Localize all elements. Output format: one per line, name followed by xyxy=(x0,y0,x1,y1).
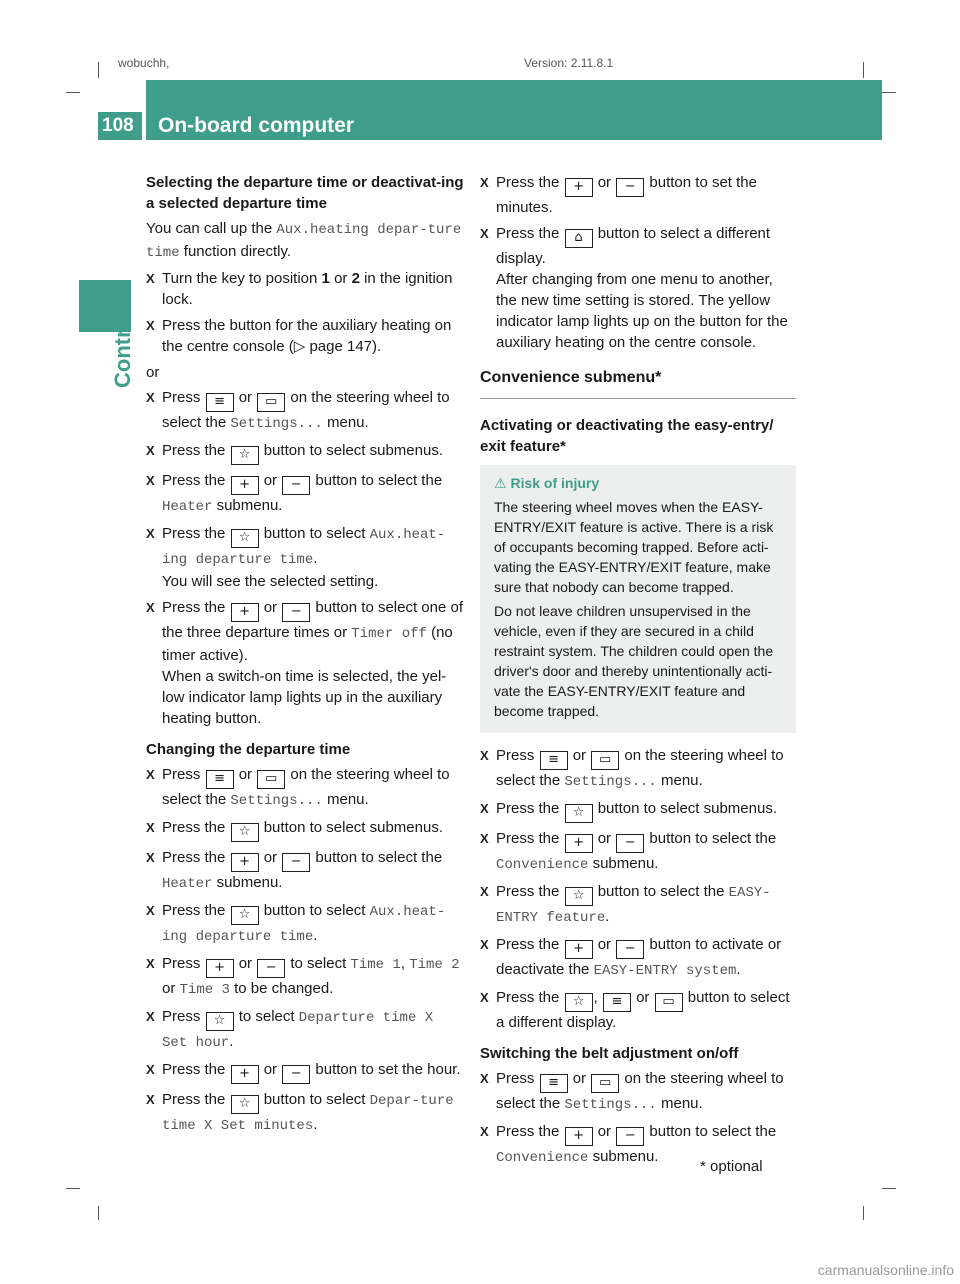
instruction-step: X Press ≡ or ▭ on the steering wheel to select the Settings... menu. xyxy=(480,1068,796,1116)
section-title: On-board computer xyxy=(158,114,355,137)
warning-triangle-icon: ⚠ xyxy=(494,475,507,491)
left-column xyxy=(146,172,464,1142)
crop-mark xyxy=(863,62,864,78)
side-tab-label: Controls xyxy=(110,297,135,388)
plus-key-icon: + xyxy=(565,834,593,853)
instruction-step: X Press the ☆ button to select submenus. xyxy=(480,798,796,823)
instruction-step: X Press the + or − button to select the Convenience submenu. xyxy=(480,828,796,876)
or-separator: or xyxy=(146,364,160,381)
back-key-icon: ☆ xyxy=(231,823,259,842)
plus-key-icon: + xyxy=(231,1065,259,1084)
heading-easy-entry: Activating or deactivating the easy-entry/ exit feature* xyxy=(480,417,774,455)
instruction-step: X Press the ☆ button to select the EASY-ENTRY feature. xyxy=(480,881,796,929)
instruction-step: X Press the + or − button to set the hour. xyxy=(146,1059,464,1084)
right-page-key-icon: ▭ xyxy=(655,993,683,1012)
minus-key-icon: − xyxy=(282,603,310,622)
right-page-key-icon: ▭ xyxy=(591,1074,619,1093)
left-page-key-icon: ≡ xyxy=(206,393,234,412)
instruction-step: X Press the + or − button to select one of the three departure times or Timer off (no timer active). When a switch-on time is selected, the yel-low indicator lamp lights up in the auxiliary heating button. xyxy=(146,597,464,729)
right-page-key-icon: ▭ xyxy=(591,751,619,770)
instruction-step: X Press the ⌂ button to select a different display. After changing from one menu to another, the new time setting is stored. The yellow indicator lamp lights up on the button for the auxiliary heating on the centre console. xyxy=(480,223,796,353)
instruction-step: X Press ≡ or ▭ on the steering wheel to select the Settings... menu. xyxy=(146,387,464,435)
warning-box xyxy=(480,465,796,733)
instruction-step: X Press the ☆ button to select Aux.heat-ing departure time. xyxy=(146,900,464,948)
left-page-key-icon: ≡ xyxy=(206,770,234,789)
minus-key-icon: − xyxy=(282,853,310,872)
instruction-step: X Press ≡ or ▭ on the steering wheel to select the Settings... menu. xyxy=(480,745,796,793)
instruction-step: X Press the ☆ button to select Depar-ture time X Set minutes. xyxy=(146,1089,464,1137)
minus-key-icon: − xyxy=(257,959,285,978)
crop-mark xyxy=(98,1206,99,1220)
page-reference: ▷ page 147 xyxy=(293,338,373,355)
crop-mark xyxy=(882,92,896,93)
reset-key-icon: ⌂ xyxy=(565,229,593,248)
back-key-icon: ☆ xyxy=(231,446,259,465)
subheading-convenience: Convenience submenu* xyxy=(480,367,796,399)
instruction-step: X Press ≡ or ▭ on the steering wheel to select the Settings... menu. xyxy=(146,764,464,812)
right-page-key-icon: ▭ xyxy=(257,393,285,412)
plus-key-icon: + xyxy=(565,940,593,959)
left-page-key-icon: ≡ xyxy=(540,1074,568,1093)
crop-mark xyxy=(66,92,80,93)
back-key-icon: ☆ xyxy=(565,887,593,906)
instruction-step: X Press the + or − button to select the Convenience submenu. xyxy=(480,1121,796,1169)
back-key-icon: ☆ xyxy=(565,804,593,823)
instruction-step: X Press the ☆ , ≡ or ▭ button to select a different display. xyxy=(480,987,796,1033)
instruction-step: X Press the + or − button to set the minutes. xyxy=(480,172,796,218)
minus-key-icon: − xyxy=(616,178,644,197)
crop-mark xyxy=(98,62,99,78)
instruction-step: X Turn the key to position 1 or 2 in the ignition lock. xyxy=(146,268,464,310)
plus-key-icon: + xyxy=(231,476,259,495)
warning-text: Do not leave children unsupervised in the vehicle, even if they are secured in a child restraint system. The children could open the driver's door and thereby unintentionally acti-vate the EASY-ENTRY/EXIT feature and become trapped. xyxy=(494,603,774,719)
plus-key-icon: + xyxy=(565,178,593,197)
instruction-step: X Press the + or − button to select the Heater submenu. xyxy=(146,470,464,518)
warning-title: ⚠ Risk of injury xyxy=(494,475,600,491)
job-info-left: wobuchh, xyxy=(118,56,170,70)
heading-select-departure: Selecting the departure time or deactivat-ing a selected departure time xyxy=(146,174,464,212)
crop-mark xyxy=(882,1188,896,1189)
back-key-icon: ☆ xyxy=(565,993,593,1012)
heading-change-departure: Changing the departure time xyxy=(146,741,351,758)
plus-key-icon: + xyxy=(565,1127,593,1146)
footnote-optional: * optional xyxy=(700,1158,763,1175)
instruction-step: X Press ☆ to select Departure time X Set hour. xyxy=(146,1006,464,1054)
instruction-step: X Press the ☆ button to select Aux.heat-ing departure time. You will see the selected setting. xyxy=(146,523,464,592)
paragraph: You can call up the Aux.heating depar-ture time function directly. xyxy=(146,220,462,261)
instruction-step: X Press + or − to select Time 1, Time 2 or Time 3 to be changed. xyxy=(146,953,464,1001)
heading-belt-adjustment: Switching the belt adjustment on/off xyxy=(480,1045,739,1062)
plus-key-icon: + xyxy=(231,603,259,622)
instruction-step: X Press the + or − button to activate or deactivate the EASY-ENTRY system. xyxy=(480,934,796,982)
crop-mark xyxy=(863,1206,864,1220)
instruction-step: X Press the button for the auxiliary heating on the centre console (▷ page 147). xyxy=(146,315,464,357)
back-key-icon: ☆ xyxy=(231,906,259,925)
page-number: 108 xyxy=(98,112,146,140)
plus-key-icon: + xyxy=(231,853,259,872)
right-column xyxy=(480,172,796,1174)
minus-key-icon: − xyxy=(282,1065,310,1084)
instruction-step: X Press the + or − button to select the Heater submenu. xyxy=(146,847,464,895)
watermark: carmanualsonline.info xyxy=(817,1262,954,1278)
back-key-icon: ☆ xyxy=(206,1012,234,1031)
left-page-key-icon: ≡ xyxy=(603,993,631,1012)
minus-key-icon: − xyxy=(282,476,310,495)
back-key-icon: ☆ xyxy=(231,1095,259,1114)
right-page-key-icon: ▭ xyxy=(257,770,285,789)
minus-key-icon: − xyxy=(616,834,644,853)
crop-mark xyxy=(66,1188,80,1189)
warning-text: The steering wheel moves when the EASY-ENTRY/EXIT feature is active. There is a risk of occupants becoming trapped. Before acti-vating the EASY-ENTRY/EXIT feature, make sure that nobody can become trapped. xyxy=(494,499,774,595)
instruction-step: X Press the ☆ button to select submenus. xyxy=(146,817,464,842)
back-key-icon: ☆ xyxy=(231,529,259,548)
header-divider xyxy=(142,80,146,140)
instruction-step: X Press the ☆ button to select submenus. xyxy=(146,440,464,465)
job-info-right: Version: 2.11.8.1 xyxy=(524,56,614,70)
minus-key-icon: − xyxy=(616,940,644,959)
left-page-key-icon: ≡ xyxy=(540,751,568,770)
minus-key-icon: − xyxy=(616,1127,644,1146)
plus-key-icon: + xyxy=(206,959,234,978)
